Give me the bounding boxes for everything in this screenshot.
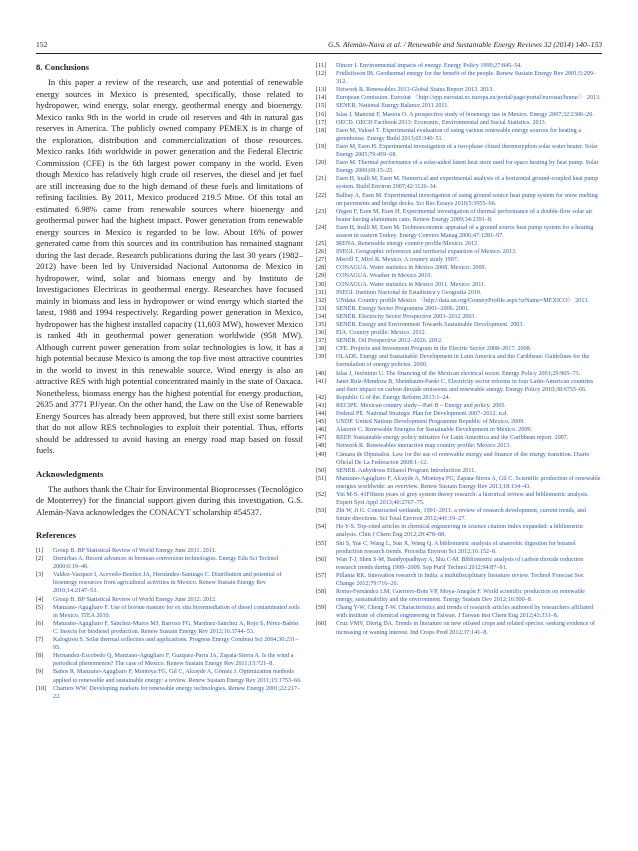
reference-item bbox=[316, 426, 602, 434]
reference-list-right bbox=[316, 62, 602, 637]
reference-number: [4] bbox=[36, 596, 44, 603]
reference-item bbox=[316, 102, 602, 110]
reference-text-link[interactable]: CFE. Projects and Investment Program in the Electric Sector 2008–2017. 2008. bbox=[336, 346, 532, 353]
reference-number: [16] bbox=[316, 111, 327, 118]
reference-text-link[interactable]: Esen M, Yuksel T. Experimental evaluation of using various renewable energy sources for heating a greenhouse. Energy Build 2013;65:340–51. bbox=[336, 127, 581, 142]
reference-text-link[interactable]: SENER. Energy Sector Programme 2001–2006. 2001. bbox=[336, 305, 470, 312]
reference-text-link[interactable]: Esen H, Inalli M, Esen M. Numerical and experimental analysis of a horizontal ground-coupled heat pump system. Build Environ 2007;42:1126–34. bbox=[336, 176, 599, 191]
reference-item bbox=[316, 70, 602, 86]
acknowledgments-text: The authors thank the Chair for Environmental Bioprocesses (Tecnológico de Monterrey) for the financial support given during this investigation. G.S. Alemán-Nava acknowledges the CONACYT scholarship #54537. bbox=[36, 483, 303, 517]
reference-item bbox=[316, 442, 602, 450]
reference-text-link[interactable]: Manzano-Agugliaro F. Use of bovine manure for ex situ bioremediation of diesel contaminated soils in Mexico. ITEA 2010. bbox=[53, 604, 300, 619]
reference-number: [51] bbox=[316, 475, 327, 482]
reference-text-link[interactable]: CONAGUA. Water statistics in Mexico 2008. Mexico: 2009. bbox=[336, 265, 487, 272]
reference-number: [12] bbox=[316, 71, 327, 78]
reference-number: [47] bbox=[316, 435, 327, 442]
reference-number: [59] bbox=[316, 605, 327, 612]
reference-number: [40] bbox=[316, 370, 327, 377]
reference-item bbox=[316, 175, 602, 191]
reference-text-link[interactable]: Manzano-Agugliaro F, Sánchez-Muros MJ, Barroso FG, Martínez-Sánchez A, Rojo S, Pérez-Bañón C. Insects for biodiesel production. Renew Sustain Energy Rev 2012;16:3744–53. bbox=[53, 620, 299, 635]
reference-text-link[interactable]: RECIPE. Mexican country study—Part B – Energy and policy. 2005. bbox=[336, 402, 507, 409]
reference-text-link[interactable]: Romo-Fernández LM, Guerrero-Bote VP, Moya-Anegón F. World scientific production on renewable energy, sustainability and the environment. Energy Sustain Dev 2012;16:500–8. bbox=[336, 589, 585, 604]
reference-number: [29] bbox=[316, 273, 327, 280]
running-title: G.S. Alemán-Nava et al. / Renewable and Sustainable Energy Reviews 32 (2014) 140–153 bbox=[328, 40, 602, 49]
header-rule bbox=[36, 53, 602, 54]
reference-number: [55] bbox=[316, 540, 327, 547]
reference-item bbox=[316, 507, 602, 523]
reference-text-link[interactable]: Kalogirou S. Solar thermal collectors and applications. Progress Energy Combust Sci 2004;30:231–95. bbox=[53, 637, 299, 652]
reference-number: [38] bbox=[316, 346, 327, 353]
reference-text-link[interactable]: SENER. Anhydrous Ethanol Program Introduction 2011. bbox=[336, 467, 476, 474]
reference-number: [37] bbox=[316, 338, 327, 345]
reference-text-link[interactable]: OLADE. Energy and Sustainable Development in Latin America and the Caribbean: Guidelines for the formulation of energy policies. 2000. bbox=[336, 354, 590, 369]
reference-number: [54] bbox=[316, 524, 327, 531]
reference-text-link[interactable]: Balbay A, Esen M. Experimental investigation of using ground source heat pump system for snow melting on pavements and bridge decks. Sci Res Essays 2010;5:3955–66. bbox=[336, 192, 598, 207]
reference-text-link[interactable]: INEGI. Geographic references and territorial expansion of Mexico. 2013. bbox=[336, 249, 517, 256]
reference-text-link[interactable]: CONAGUA. Weather in Mexico 2010. bbox=[336, 273, 432, 280]
reference-number: [25] bbox=[316, 241, 327, 248]
reference-number: [49] bbox=[316, 451, 327, 458]
reference-item bbox=[316, 305, 602, 313]
reference-item bbox=[316, 491, 602, 507]
reference-item bbox=[316, 337, 602, 345]
reference-number: [26] bbox=[316, 249, 327, 256]
reference-text-link[interactable]: Network R. Renewables interactive map country profile: Mexico 2013. bbox=[336, 443, 511, 450]
reference-item bbox=[316, 620, 602, 636]
reference-number: [5] bbox=[36, 604, 44, 611]
reference-item bbox=[316, 143, 602, 159]
reference-item bbox=[316, 62, 602, 70]
reference-number: [42] bbox=[316, 394, 327, 401]
reference-item bbox=[316, 410, 602, 418]
reference-number: [27] bbox=[316, 257, 327, 264]
reference-item bbox=[316, 370, 602, 378]
reference-item bbox=[316, 434, 602, 442]
reference-item bbox=[36, 636, 303, 652]
reference-number: [24] bbox=[316, 224, 327, 231]
reference-item bbox=[316, 451, 602, 467]
reference-text-link[interactable]: EIA. Country profile: Mexico. 2012. bbox=[336, 330, 427, 337]
reference-number: [44] bbox=[316, 411, 327, 418]
reference-item bbox=[36, 604, 303, 620]
reference-item bbox=[316, 588, 602, 604]
reference-item bbox=[316, 272, 602, 280]
reference-text-link[interactable]: INEGI. Instituto Nacional de Estadistica y Geografia 2010. bbox=[336, 289, 482, 296]
reference-text-link[interactable]: Hernandez-Escobedo Q, Manzano-Agugliaro F, Gazquez-Parra JA, Zapata-Sierra A. Is the wind a periodical phenomenon? The case of Mexico. Renew Sustain Energy Rev 2011;15:721–8. bbox=[53, 653, 294, 668]
reference-item bbox=[36, 555, 303, 571]
right-column bbox=[316, 62, 602, 637]
reference-item bbox=[316, 127, 602, 143]
reference-number: [31] bbox=[316, 289, 327, 296]
reference-text-link[interactable]: Demirbas A. Recent advances in biomass conversion technologies. Energy Edu Sci Technol 2000;6:19–40. bbox=[53, 556, 279, 571]
reference-item bbox=[36, 547, 303, 555]
reference-item bbox=[316, 192, 602, 208]
reference-number: [11] bbox=[316, 63, 327, 69]
reference-number: [9] bbox=[36, 669, 44, 676]
reference-number: [7] bbox=[36, 637, 44, 644]
reference-item bbox=[36, 668, 303, 684]
reference-item bbox=[316, 256, 602, 264]
reference-text-link[interactable]: European Comission. Eurostat 〈http://epp.eurostat.ec.europa.eu/portal/page/portal/eurostat/home/〉 2013. bbox=[336, 95, 601, 102]
reference-number: [57] bbox=[316, 572, 327, 579]
reference-number: [17] bbox=[316, 119, 327, 126]
reference-number: [41] bbox=[316, 378, 327, 385]
reference-number: [58] bbox=[316, 589, 327, 596]
reference-number: [32] bbox=[316, 297, 327, 304]
reference-item bbox=[316, 475, 602, 491]
reference-text-link[interactable]: Federal PE. National Strategic Plan for Development 2007–2012. n.d. bbox=[336, 411, 508, 418]
reference-number: [30] bbox=[316, 281, 327, 288]
reference-number: [50] bbox=[316, 467, 327, 474]
reference-item bbox=[316, 378, 602, 394]
reference-number: [35] bbox=[316, 322, 327, 328]
reference-text-link[interactable]: Group B. BP Statistical Review of World Energy June 2011. 2011. bbox=[53, 548, 217, 554]
reference-text-link[interactable]: Chang Y-W, Cheng T-W. Characteristics and trends of research articles authored by researchers affiliated with institute of chemical engineering in Taiwan. J Taiwan Inst Chem Eng 2012;43:331–8. bbox=[336, 605, 594, 620]
reference-number: [52] bbox=[316, 491, 327, 498]
reference-text-link[interactable]: Yin M-S. 41Fifteen years of grey system theory research: a historical review and bibliometric analysis. Expert Syst Appl 2013;40:2767–75. bbox=[336, 491, 589, 507]
reference-item bbox=[316, 604, 602, 620]
reference-text-link[interactable]: Esen M. Thermal performance of a solar-aided latent heat store used for space heating by heat pump. Solar Energy 2000;69:15–25. bbox=[336, 160, 599, 175]
reference-text-link[interactable]: Wan T-J, Shen S-M, Bandyopadhyay A, Shu C-M. Bibliometric analysis of carbon dioxide reduction research trends during 1999–2009. Sep Purif Technol 2012;94:87–91. bbox=[336, 556, 584, 571]
reference-number: [43] bbox=[316, 402, 327, 409]
reference-item bbox=[316, 345, 602, 353]
reference-text-link[interactable]: Ho Y-S. Top-cited articles in chemical engineering in science citation index expanded: a bibliometric analysis. Chin J Chem Eng 2012;20:478–88. bbox=[336, 524, 584, 539]
reference-number: [13] bbox=[316, 87, 327, 94]
reference-text-link[interactable]: Islas J, Jerónimo U. The financing of the Mexican electrical sector. Energy Policy 2001;29:965–73. bbox=[336, 370, 581, 377]
reference-item bbox=[316, 264, 602, 272]
conclusions-heading: 8. Conclusions bbox=[36, 62, 90, 72]
reference-item bbox=[316, 208, 602, 224]
reference-list-left bbox=[36, 547, 303, 701]
reference-text-link[interactable]: Dincer I. Environmental impacts of energy. Energy Policy 1999;27:845–54. bbox=[336, 63, 523, 69]
reference-item bbox=[316, 321, 602, 329]
reference-text-link[interactable]: Network R. Renewables 2013-Global Status Report 2013. 2013. bbox=[336, 87, 494, 94]
reference-text-link[interactable]: SENER. Oil Prospective 2012–2026. 2012. bbox=[336, 338, 443, 345]
reference-text-link[interactable]: REEP. Sustainable energy policy initiative for Latin Ameritica and the Caribbean report. 2007. bbox=[336, 435, 569, 442]
reference-text-link[interactable]: Shi S, Yue C, Wang L, Sun X, Wang Q. A bibliometric analysis of anaerobic digestion for butanol production research trends. Procedia Environ Sci 2012;16:152–8. bbox=[336, 540, 576, 555]
reference-item bbox=[316, 224, 602, 240]
reference-text-link[interactable]: SENER. National Energy Balance 2011 2011. bbox=[336, 103, 449, 110]
reference-text-link[interactable]: Baños R, Manzano-Agugliaro F, Montoya FG, Gil C, Alcayde A, Gómez J. Optimization methods applied to renewable and sustainable energy: a review. Renew Sustain Energy Rev 2011;15:1753–66. bbox=[53, 669, 302, 684]
references-heading: References bbox=[36, 530, 76, 540]
reference-item bbox=[316, 353, 602, 369]
reference-number: [22] bbox=[316, 192, 327, 199]
page-number: 152 bbox=[36, 40, 48, 49]
reference-number: [6] bbox=[36, 620, 44, 627]
reference-number: [18] bbox=[316, 127, 327, 134]
reference-item bbox=[316, 402, 602, 410]
reference-item bbox=[36, 596, 303, 604]
reference-item bbox=[316, 556, 602, 572]
reference-item bbox=[316, 313, 602, 321]
reference-text-link[interactable]: Islas J, Manzini F, Masera O. A prospective study of bioenergy use in Mexico. Energy 2007;32:2306–20. bbox=[336, 111, 594, 118]
reference-item bbox=[316, 86, 602, 94]
reference-text-link[interactable]: Ozgen F, Esen M, Esen H. Experimental investigation of thermal performance of a double-flow solar air heater having aluminium cans. Renew Energy 2009;34:2391–8. bbox=[336, 208, 593, 223]
reference-text-link[interactable]: UNdata. Country profile Mexico 〈http://data.un.org/CountryProfile.aspx?crName=MEXICO〉 2013. bbox=[336, 297, 590, 304]
reference-number: [60] bbox=[316, 621, 327, 628]
reference-number: [21] bbox=[316, 176, 327, 183]
reference-number: [34] bbox=[316, 313, 327, 320]
reference-item bbox=[316, 281, 602, 289]
reference-number: [1] bbox=[36, 548, 44, 554]
reference-number: [28] bbox=[316, 265, 327, 272]
reference-text-link[interactable]: Esen H, Inalli M, Esen M. Technoeconomic appraisal of a ground source heat pump system for a heating season in eastern Turkey. Energy Convers Manag 2006;47:1281–97. bbox=[336, 224, 594, 239]
reference-item bbox=[316, 297, 602, 305]
reference-text-link[interactable]: Valdez-Vazquez I, Acevedo-Benítez JA, Hernández-Santiago C. Distribution and potential of bioenergy resources from agricultural activities in Mexico. Renew Sustain Energy Rev 2010;14:2147–53. bbox=[53, 572, 282, 595]
reference-text-link[interactable]: Manzano-Agugliaro F, Alcayde A, Montoya FG, Zapata-Sierra A, Gil C. Scientific production of renewable energies worldwide: an overview. Renew Sustain Energy Rev 2013;18:134–43. bbox=[336, 475, 601, 490]
reference-text-link[interactable]: IRENA. Renewable energy country profile:Mexico. 2012. bbox=[336, 241, 479, 248]
reference-item bbox=[316, 94, 602, 102]
reference-text-link[interactable]: Cámara de Diputados. Law for the use of renewable energy and finance of the energy transition. Diario Oficial De La Federacion 2008:1–12. bbox=[336, 451, 590, 466]
reference-text-link[interactable]: Zhi W, Ji G. Constructed wetlands, 1991–2011: a review of research development, current trends, and future directions. Sci Total Environ 2012;441:19–27. bbox=[336, 508, 586, 523]
reference-text-link[interactable]: UNDP. United Nations Development Programme Republic of Mexico. 2009. bbox=[336, 419, 525, 426]
reference-item bbox=[36, 571, 303, 595]
reference-number: [39] bbox=[316, 354, 327, 361]
reference-number: [10] bbox=[36, 685, 47, 692]
reference-item bbox=[316, 248, 602, 256]
reference-text-link[interactable]: Janet Ruiz-Mendoza B, Sheinbaum-Pardo C. Electricity sector reforms in four Latin-American countries and their impact on carbon dioxide emissions and renewable energy. Energy Policy 2010;38:6755–66. bbox=[336, 378, 594, 393]
reference-number: [56] bbox=[316, 556, 327, 563]
reference-text-link[interactable]: Merrill T, Miró R. Mexico: A country study 1997. bbox=[336, 257, 459, 264]
reference-number: [46] bbox=[316, 427, 327, 434]
conclusions-text: In this paper a review of the research, use and potential of renewable energy sources in Mexico is presented, specifically, those related to hydropower, wind energy, solar energy, geothermal energy and bioenergy. Mexico ranks 9th in the world in crude oil reserves and 4th in natural gas reserves in America. The publicly owned company PEMEX is in charge of the exploration, distribution and commercialization of those resources. Mexico ranks 16th worldwide in power generation and the Federal Electric Commission (CFE) is the 6th largest power company in the world. Even though Mexico has relatively high crude oil reserves, the diesel and jet fuel are still increasing due to the high demand of these fuels and limitations of refining facilities. By 2011, Mexico produced 219.5 Mtoe. Of this total an estimated 6.98% came from renewable sources where bioenergy and geothermal power had the highest impact. Power generation from renewable energy sources in Mexico is regarded to be low. About 16% of power generated came from this sources and its contribution has remained stagnant during the last decade. Research publications during the last 30 years (1982–2012) have been led by Universidad Nacional Autonoma de Mexico in hydropower, wind, solar and biomass energy and by Instituto de Investigaciones Electricas in geothermal energy. Researches have focused mainly in biomass and less in hydropower or wind energy which started the latest, 1988 and 1994 respectively. Regarding power generation in Mexico, hydropower has the highest installed capacity (11,603 MW), however Mexico is ranked 4th in geothermal power generation worldwide (958 MW). Although current power generation from solar technologies is low, it has a high potential because Mexico is among the top five most attractive countries in the world to invest in this renewable source. Wind energy is also an attractive RES with high potential concentrated mainly in the state of Oaxaca. Nonetheless, biomass energy has the highest potential for energy production, 2635 and 3771 PJ/year. On the other hand, the Law on the Use of Renewable Energy Sources has already been approved, but there still exist some barriers that do not allow RES technologies to exploit their potential. Thus, efforts should be addressed to avoid having an energy road map based on fossil fuels. bbox=[36, 77, 303, 455]
reference-text-link[interactable]: SENER. Electricity Sector Prospective 2003–2012 2003. bbox=[336, 313, 477, 320]
reference-number: [20] bbox=[316, 160, 327, 167]
reference-item bbox=[316, 540, 602, 556]
reference-item bbox=[316, 418, 602, 426]
reference-item bbox=[36, 620, 303, 636]
reference-number: [48] bbox=[316, 443, 327, 450]
reference-number: [53] bbox=[316, 508, 327, 515]
reference-text-link[interactable]: CONAGUA. Water statistics in Mexico 2011. Mexico: 2011. bbox=[336, 281, 486, 288]
reference-text-link[interactable]: Pillania RK. Innovation research in India: a multidisciplinary literature review. Technol Forecast Soc Change 2012;79:716–20. bbox=[336, 572, 584, 587]
reference-number: [2] bbox=[36, 556, 44, 563]
reference-number: [33] bbox=[316, 305, 327, 312]
reference-number: [8] bbox=[36, 653, 44, 660]
reference-number: [15] bbox=[316, 103, 327, 110]
reference-item bbox=[316, 289, 602, 297]
reference-item bbox=[316, 159, 602, 175]
reference-number: [14] bbox=[316, 95, 327, 102]
reference-item bbox=[36, 652, 303, 668]
acknowledgments-heading: Acknowledgments bbox=[36, 468, 104, 479]
reference-text-link[interactable]: OECD. OECD Factbook 2013: Economic, Environmental and Social Statistics. 2013. bbox=[336, 119, 547, 126]
reference-text-link[interactable]: Cruz VMV, Dierig DA. Trends in literature on new oilseed crops and related species: seeking evidence of increasing or waning interest. Ind Crops Prod 2012;37:141–8. bbox=[336, 621, 595, 636]
reference-text-link[interactable]: Fridleifsson IB. Geothermal energy for the benefit of the people. Renew Sustain Energy Rev 2001;5:299–312. bbox=[336, 71, 597, 86]
reference-item bbox=[36, 685, 303, 701]
reference-number: [23] bbox=[316, 208, 327, 215]
reference-text-link[interactable]: Esen M, Esen H. Experimental investigation of a two-phase closed thermosyphon solar water heater. Solar Energy 2005;79:459–68. bbox=[336, 143, 598, 159]
reference-number: [19] bbox=[316, 143, 327, 150]
reference-text-link[interactable]: Alatorre C. Renewable Energies for Sustainable Development in Mexico. 2009. bbox=[336, 427, 532, 434]
reference-number: [3] bbox=[36, 572, 44, 579]
reference-item bbox=[316, 394, 602, 402]
reference-text-link[interactable]: Republic G of the. Energy Reform 2013:1–24. bbox=[336, 394, 451, 401]
reference-item bbox=[316, 329, 602, 337]
reference-item bbox=[316, 119, 602, 127]
left-column bbox=[36, 62, 303, 701]
reference-item bbox=[316, 111, 602, 119]
reference-text-link[interactable]: Charters WW. Developing markets for renewable energy technologies. Renew Energy 2001;22:217–22. bbox=[53, 685, 301, 700]
reference-item bbox=[316, 572, 602, 588]
reference-number: [45] bbox=[316, 419, 327, 426]
page-header bbox=[36, 40, 602, 52]
reference-text-link[interactable]: SENER. Energy and Environment Towards Sustainable Development. 2003. bbox=[336, 322, 524, 328]
reference-item bbox=[316, 240, 602, 248]
reference-item bbox=[316, 523, 602, 539]
reference-text-link[interactable]: Group B. BP Statistical Review of World Energy June 2012. 2012. bbox=[53, 596, 217, 603]
reference-number: [36] bbox=[316, 330, 327, 337]
reference-item bbox=[316, 467, 602, 475]
